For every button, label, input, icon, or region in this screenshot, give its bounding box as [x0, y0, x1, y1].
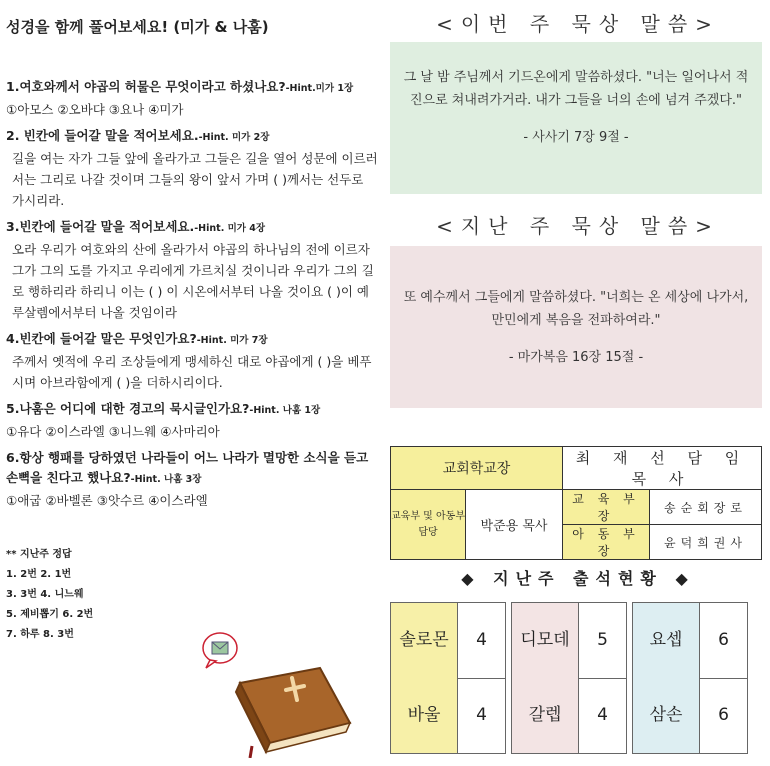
- hint: -Hint. 미가 2장: [198, 132, 270, 143]
- question-4: 4.빈칸에 들어갈 말은 무엇인가요?-Hint. 미가 7장: [6, 331, 268, 346]
- attendance-row: [512, 678, 626, 753]
- principal-label: 교회학교장: [391, 447, 563, 490]
- question-6: 6.항상 행패를 당하였던 나라들이 어느 나라가 멸망한 소식을 듣고 손뼉을 친다고 했나요?-Hint. 나훔 3장: [6, 450, 369, 485]
- answer-line: 1. 2번 2. 1번: [6, 569, 72, 580]
- attendance-count: 4: [597, 705, 608, 725]
- answer-line: 7. 하루 8. 3번: [6, 629, 74, 640]
- quiz-section: [6, 16, 378, 645]
- attendance-count: 5: [597, 630, 608, 650]
- attendance-count: 6: [718, 630, 729, 650]
- hint: -Hint. 나훔 3장: [130, 474, 202, 485]
- this-week-reference: - 사사기 7장 9절 -: [523, 130, 629, 145]
- question-2-body: 길을 여는 자가 그들 앞에 올라가고 그들은 길을 열어 성문에 이르러서는 그리로 나갈 것이며 그들의 왕이 앞서 가며 ( )께서는 선두로 가시리라.: [12, 151, 378, 208]
- bible-icon: [200, 628, 360, 758]
- class-name: 디모데: [512, 603, 579, 678]
- class-name: 삼손: [633, 678, 700, 753]
- hint: -Hint. 나훔 1장: [249, 405, 321, 416]
- attendance-count: 6: [718, 705, 729, 725]
- class-name: 솔로몬: [391, 603, 458, 678]
- class-name: 갈렙: [512, 678, 579, 753]
- last-week-verse-box: [390, 246, 762, 408]
- last-week-verse: 또 예수께서 그들에게 말씀하셨다. "너희는 온 세상에 나가서, 만민에게 복음을 전파하여라.": [403, 290, 749, 328]
- attendance-row: [512, 603, 626, 679]
- attendance-group: [390, 602, 506, 754]
- children-head-name: 윤덕희권사: [650, 525, 762, 560]
- department-name: 박준용 목사: [466, 490, 563, 560]
- attendance-count: 4: [476, 630, 487, 650]
- hint: -Hint.미가 1장: [285, 83, 354, 94]
- education-head-label: 교 육 부 장: [563, 490, 650, 525]
- attendance-title: ◆ 지난주 출석현황 ◆: [461, 569, 695, 588]
- attendance-group: [511, 602, 627, 754]
- department-label: 교육부 및 아동부 담당: [391, 490, 466, 560]
- this-week-verse: 그 날 밤 주님께서 기드온에게 말씀하셨다. "너는 일어나서 적진으로 쳐내려가거라. 내가 그들을 너의 손에 넘겨 주겠다.": [403, 70, 749, 108]
- this-week-title: <이번 주 묵상 말씀>: [436, 12, 720, 36]
- this-week-verse-box: [390, 42, 762, 194]
- principal-name: 최 재 선 담 임 목 사: [563, 447, 762, 490]
- education-head-name: 송순회장로: [650, 490, 762, 525]
- answer-line: 5. 제비뽑기 6. 2번: [6, 609, 94, 620]
- attendance-row: [633, 678, 747, 753]
- question-2: 2. 빈칸에 들어갈 말을 적어보세요.-Hint. 미가 2장: [6, 128, 270, 143]
- question-3-body: 오라 우리가 여호와의 산에 올라가서 야곱의 하나님의 전에 이르자 그가 그의 도를 가지고 우리에게 가르치실 것이니라 우리가 그의 길로 행하리라 하리니 이는 ( ) 이 시온에서부터 나올 것이요 ( )이 예루살렘에서부터 나올 것임이라: [12, 242, 374, 320]
- question-4-body: 주께서 옛적에 우리 조상들에게 맹세하신 대로 야곱에게 ( )을 베푸시며 아브라함에게 ( )을 더하시리이다.: [12, 354, 372, 390]
- hint: -Hint. 미가 7장: [196, 335, 268, 346]
- question-5-options: ①유다 ②이스라엘 ③니느웨 ④사마리아: [6, 424, 220, 439]
- question-3: 3.빈칸에 들어갈 말을 적어보세요.-Hint. 미가 4장: [6, 219, 266, 234]
- answers-title: ** 지난주 정답: [6, 549, 72, 560]
- answer-line: 3. 3번 4. 니느웨: [6, 589, 84, 600]
- children-head-label: 아 동 부 장: [563, 525, 650, 560]
- attendance-count: 4: [476, 705, 487, 725]
- question-1-options: ①아모스 ②오바댜 ③요나 ④미가: [6, 102, 184, 117]
- class-name: 요셉: [633, 603, 700, 678]
- attendance-group: [632, 602, 748, 754]
- hint: -Hint. 미가 4장: [194, 223, 266, 234]
- attendance-row: [391, 678, 505, 753]
- attendance-row: [633, 603, 747, 679]
- speech-bubble-icon: [203, 633, 237, 668]
- question-6-options: ①애굽 ②바벨론 ③앗수르 ④이스라엘: [6, 493, 208, 508]
- attendance-row: [391, 603, 505, 679]
- quiz-title: 성경을 함께 풀어보세요! (미가 & 나훔): [6, 18, 269, 36]
- last-week-title: <지난 주 묵상 말씀>: [436, 214, 720, 238]
- question-5: 5.나훔은 어디에 대한 경고의 묵시글인가요?-Hint. 나훔 1장: [6, 401, 321, 416]
- staff-table: [390, 446, 762, 560]
- question-1: 1.여호와께서 야곱의 허물은 무엇이라고 하셨나요?-Hint.미가 1장: [6, 79, 354, 94]
- class-name: 바울: [391, 678, 458, 753]
- last-week-reference: - 마가복음 16장 15절 -: [508, 350, 644, 365]
